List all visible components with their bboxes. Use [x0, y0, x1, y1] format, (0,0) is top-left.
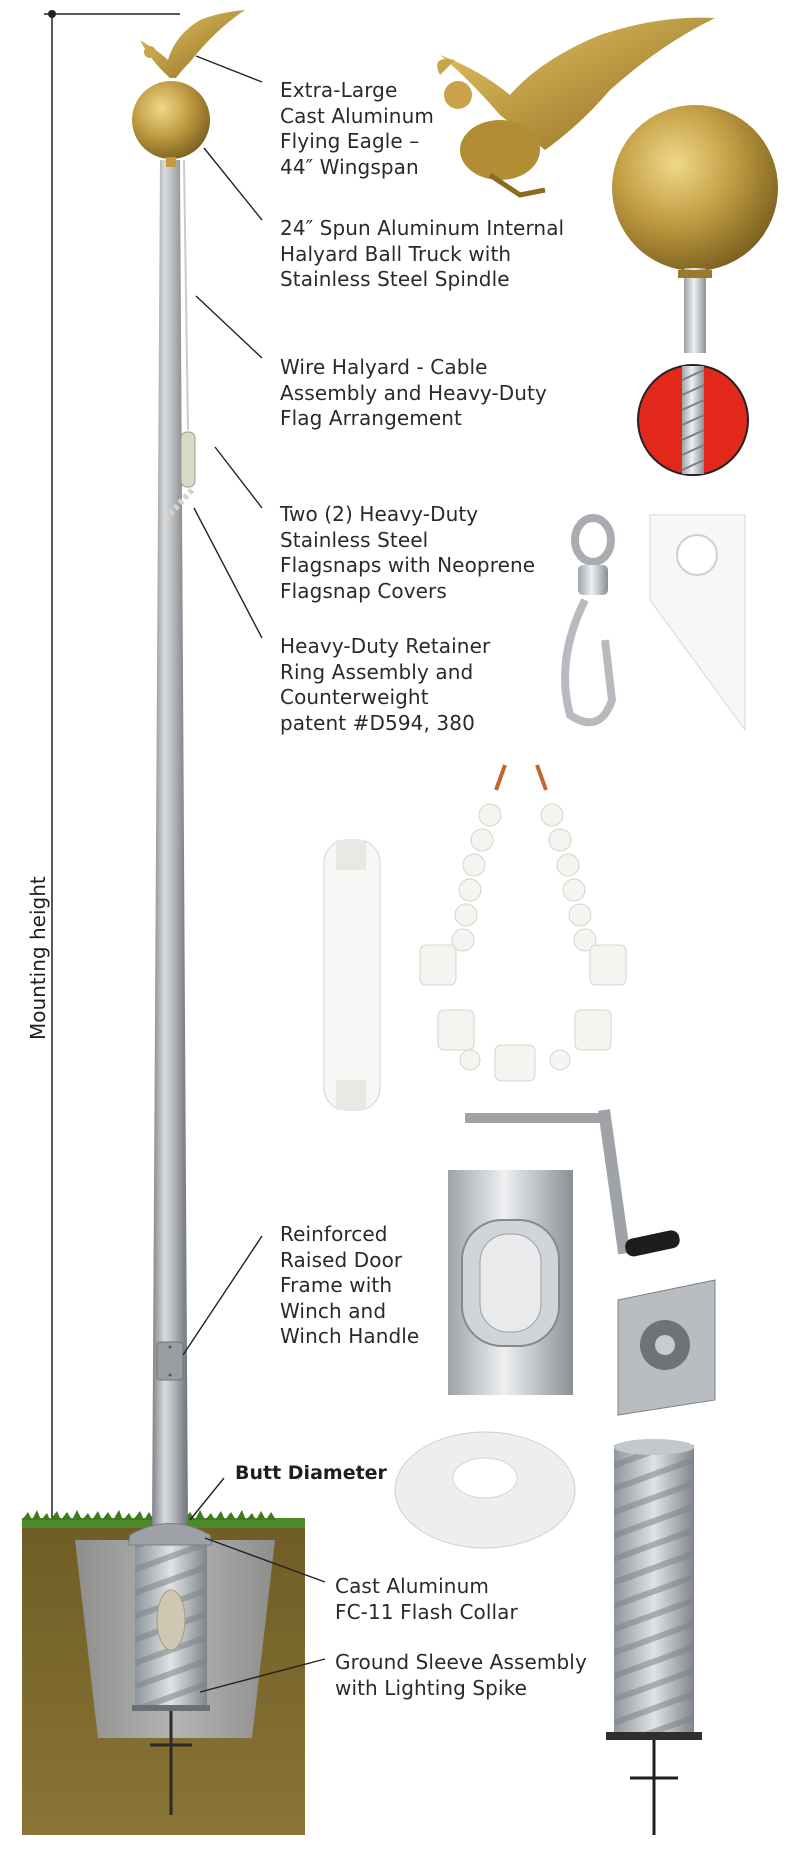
flagsnap-cover-image — [650, 515, 745, 730]
leader-lines — [183, 56, 325, 1692]
ground-sleeve-image — [606, 1439, 702, 1835]
ball-truck-diagram — [132, 81, 210, 159]
flash-collar-callout: Cast Aluminum FC-11 Flash Collar — [335, 1574, 518, 1624]
counterweight-diagram — [181, 432, 195, 487]
retainer-ring-callout: Heavy-Duty Retainer Ring Assembly and Counterweight patent #D594, 380 — [280, 634, 491, 735]
flagpole — [128, 10, 245, 1545]
counterweight-image — [324, 840, 380, 1110]
butt-diameter-label: Butt Diameter — [235, 1462, 387, 1484]
door-frame-callout: Reinforced Raised Door Frame with Winch and Winch Handle — [280, 1222, 420, 1348]
mounting-height-label: Mounting height — [26, 876, 50, 1040]
ground-sleeve-callout: Ground Sleeve Assembly with Lighting Spike — [335, 1650, 587, 1700]
retainer-ring-image — [420, 804, 626, 1081]
gold-ball-truck-image — [612, 105, 778, 353]
eagle-callout: Extra-Large Cast Aluminum Flying Eagle – 44″ Wingspan — [280, 78, 434, 179]
winch-image — [618, 1280, 715, 1415]
flash-collar-image — [395, 1432, 575, 1548]
retainer-ring-ends — [496, 765, 546, 790]
eagle-diagram — [140, 10, 245, 78]
wire-cable-image — [638, 365, 748, 475]
swivel-flagsnap-image — [565, 518, 612, 722]
flagsnaps-callout: Two (2) Heavy-Duty Stainless Steel Flagsnaps with Neoprene Flagsnap Covers — [280, 502, 536, 603]
door-frame-image — [448, 1170, 573, 1395]
wire-halyard-callout: Wire Halyard - Cable Assembly and Heavy-Duty Flag Arrangement — [280, 355, 547, 430]
ball-truck-callout: 24″ Spun Aluminum Internal Halyard Ball Truck with Stainless Steel Spindle — [280, 216, 565, 291]
